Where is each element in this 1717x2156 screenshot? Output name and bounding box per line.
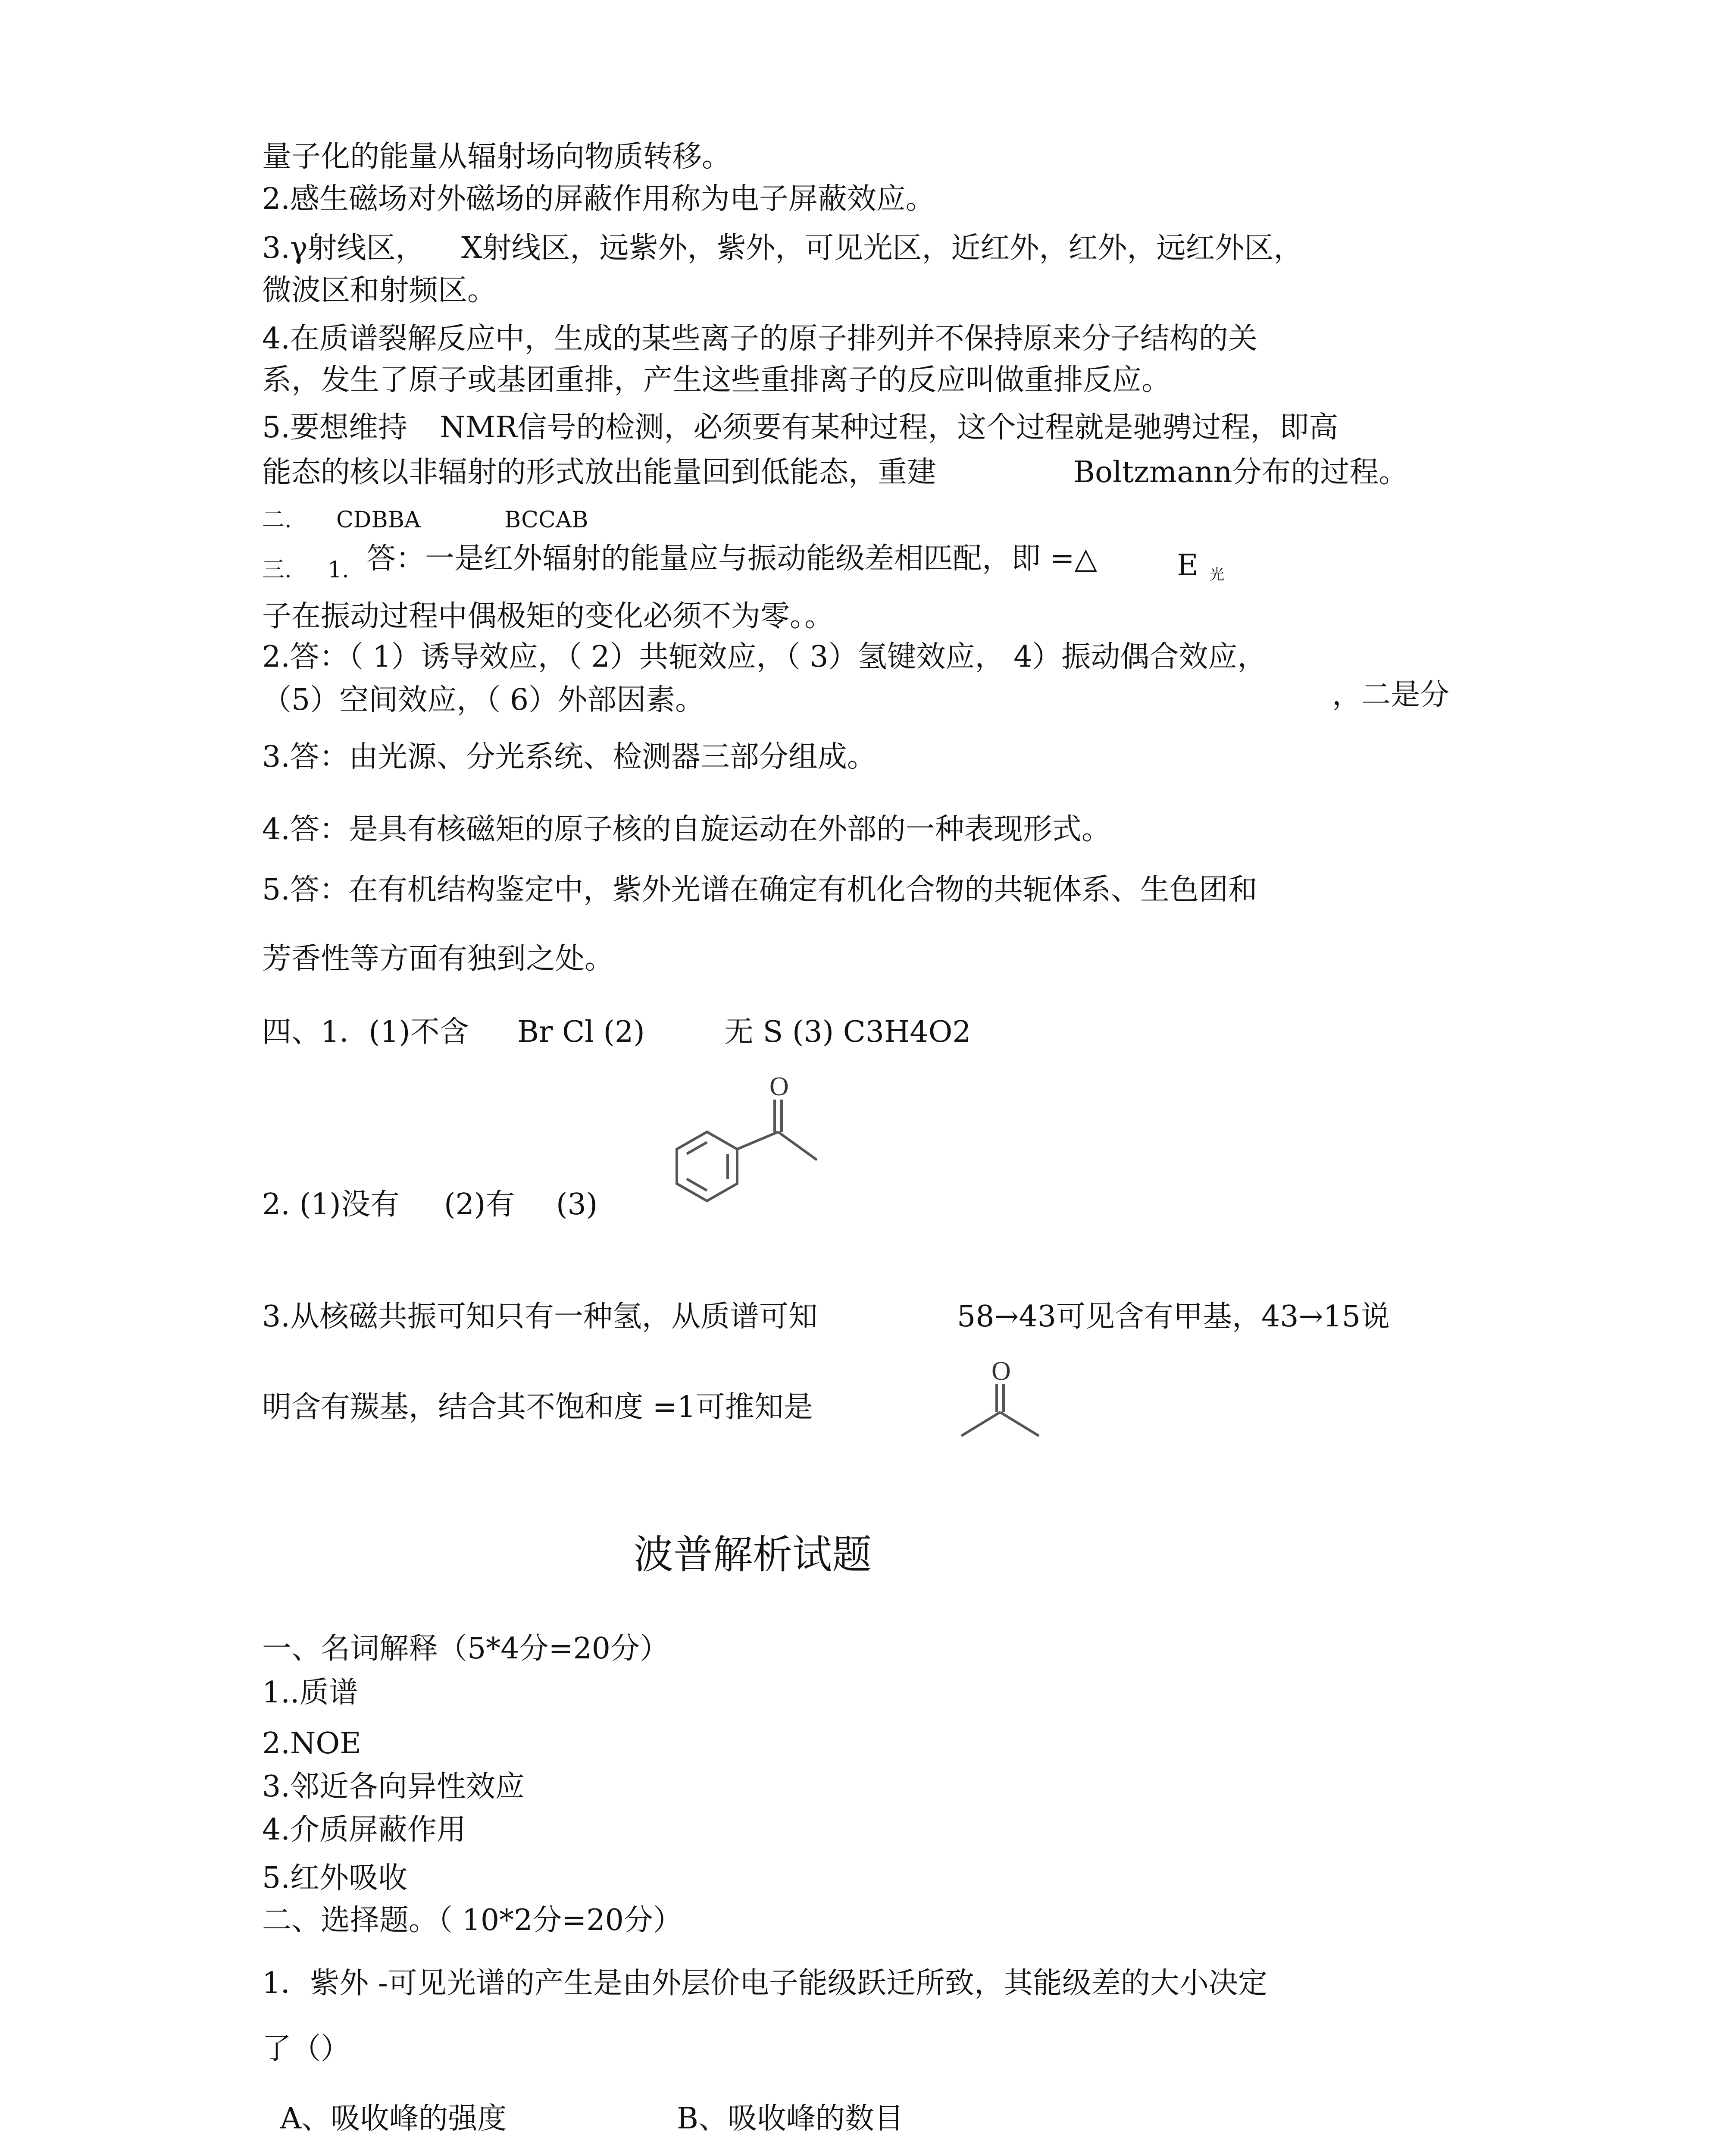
answer-line: 微波区和射频区。 — [262, 273, 497, 307]
question-text: 1．紫外 -可见光谱的产生是由外层价电子能级跃迁所致，其能级差的大小决定 — [262, 1966, 1267, 2000]
answer-line: 2.答：（ 1）诱导效应，（ 2）共轭效应，（ 3）氢键效应， 4）振动偶合效应， — [262, 640, 1267, 674]
page-title: 波普解析试题 — [634, 1532, 872, 1578]
answer-line: 2.感生磁场对外磁场的屏蔽作用称为电子屏蔽效应。 — [262, 182, 935, 216]
choice-answers: CDBBA — [336, 507, 421, 533]
choice-answers: BCCAB — [504, 507, 588, 533]
answer-line: Boltzmann分布的过程。 — [1073, 455, 1408, 489]
subscript: 光 — [1210, 566, 1224, 583]
oxygen-label: O — [991, 1357, 1011, 1386]
symbol-E: E — [1177, 548, 1198, 583]
answer-line: 明含有羰基，结合其不饱和度 =1可推知是 — [262, 1390, 813, 1424]
term-item: 3.邻近各向异性效应 — [262, 1770, 525, 1804]
acetophenone-structure — [647, 1069, 841, 1233]
section-label: 二. — [262, 507, 292, 533]
answer-line: 3.答：由光源、分光系统、检测器三部分组成。 — [262, 740, 876, 774]
answer-line: (3) — [556, 1188, 598, 1222]
section-label: 三. — [262, 557, 292, 583]
answer-line: 4.在质谱裂解反应中，生成的某些离子的原子排列并不保持原来分子结构的关 — [262, 322, 1257, 356]
term-item: 1..质谱 — [262, 1676, 358, 1710]
option-a: A、吸收峰的强度 — [280, 2102, 507, 2136]
term-item: 4.介质屏蔽作用 — [262, 1813, 466, 1847]
answer-line: 3.从核磁共振可知只有一种氢，从质谱可知 — [262, 1300, 818, 1334]
answer-line: (2)有 — [444, 1188, 515, 1222]
answer-line: 能态的核以非辐射的形式放出能量回到低能态，重建 — [262, 455, 937, 489]
answer-line: 系，发生了原子或基团重排，产生这些重排离子的反应叫做重排反应。 — [262, 363, 1171, 397]
answer-line: 子在振动过程中偶极矩的变化必须不为零。。 — [262, 599, 834, 633]
answer-line: 四、1．(1)不含 — [262, 1015, 469, 1049]
answer-line: 量子化的能量从辐射场向物质转移。 — [262, 140, 732, 174]
answer-line: 5.答：在有机结构鉴定中，紫外光谱在确定有机化合物的共轭体系、生色团和 — [262, 873, 1257, 907]
term-item: 2.NOE — [262, 1727, 361, 1761]
option-b: B、吸收峰的数目 — [677, 2102, 904, 2136]
answer-line: 3.γ射线区， — [262, 231, 425, 265]
answer-line: 58→43可见含有甲基，43→15说 — [957, 1300, 1390, 1334]
answer-line: 4.答：是具有核磁矩的原子核的自旋运动在外部的一种表现形式。 — [262, 812, 1111, 846]
answer-line: 无 S (3) C3H4O2 — [724, 1015, 971, 1049]
question-text: 了（） — [262, 2032, 350, 2066]
answer-line: X射线区，远紫外，紫外，可见光区，近红外，红外，远红外区， — [461, 231, 1303, 265]
answer-line: 5.要想维持 — [262, 411, 407, 445]
answer-line: ，二是分 — [1332, 678, 1450, 712]
answer-line: 2. (1)没有 — [262, 1188, 400, 1222]
section-heading: 二、选择题。（ 10*2分=20分） — [262, 1903, 682, 1937]
answer-line: 答：一是红外辐射的能量应与振动能级差相匹配，即 =△ — [366, 542, 1097, 576]
acetone-structure — [948, 1354, 1060, 1445]
item-number: 1. — [328, 557, 349, 583]
answer-line: （5）空间效应，（ 6）外部因素。 — [262, 683, 705, 717]
oxygen-label: O — [769, 1072, 789, 1101]
term-item: 5.红外吸收 — [262, 1861, 407, 1895]
answer-line: NMR信号的检测，必须要有某种过程，这个过程就是驰骋过程，即高 — [440, 411, 1339, 445]
answer-line: Br Cl (2) — [517, 1015, 645, 1049]
answer-line: 芳香性等方面有独到之处。 — [262, 942, 614, 976]
section-heading: 一、名词解释（5*4分=20分） — [262, 1632, 669, 1666]
